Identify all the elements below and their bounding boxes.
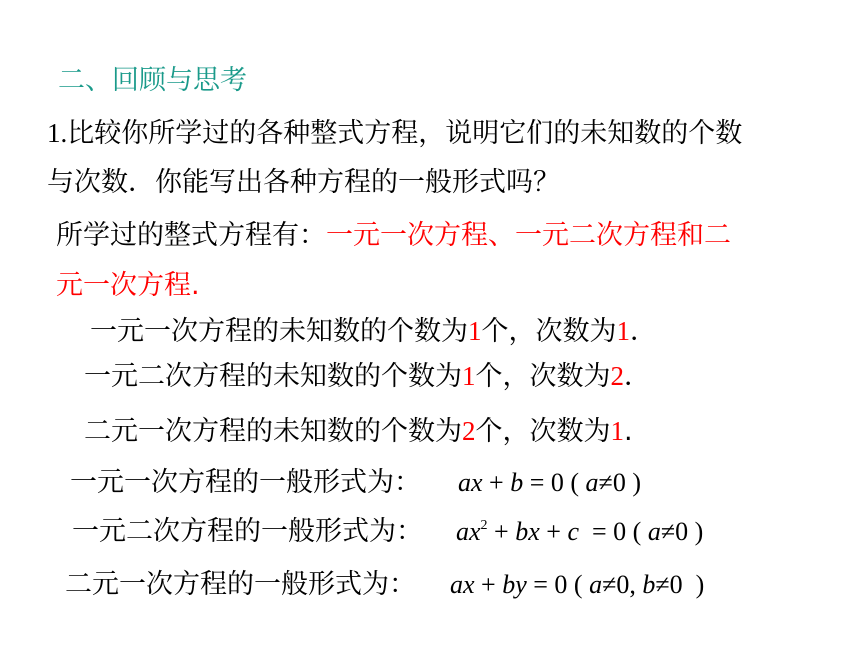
fact-degree: 1 xyxy=(616,316,630,346)
fact-quadratic-one-var xyxy=(84,359,651,394)
fact-count: 2 xyxy=(462,416,476,446)
answer-line-1 xyxy=(56,219,731,253)
form-linear-two-var xyxy=(65,568,416,602)
formula-quadratic-one-var: $ax^2$ + bx + c = 0 ( a≠0 ) xyxy=(456,517,704,546)
fact-end: ． xyxy=(624,361,651,392)
fact-count: 1 xyxy=(462,361,476,391)
fact-end: ． xyxy=(630,316,657,347)
fact-degree: 1 xyxy=(610,416,624,446)
question-text-1: 比较你所学过的各种整式方程，说明它们的未知数的个数 xyxy=(67,118,743,149)
fact-degree: 2 xyxy=(610,361,624,391)
answer-prefix: 所学过的整式方程有： xyxy=(56,220,326,251)
form-label: 一元一次方程的一般形式为： xyxy=(70,467,421,498)
fact-end: . xyxy=(624,416,633,447)
fact-mid: 个，次数为 xyxy=(481,316,617,347)
fact-text: 二元一次方程的未知数的个数为 xyxy=(84,416,462,447)
form-label: 一元二次方程的一般形式为： xyxy=(72,516,423,547)
fact-mid: 个，次数为 xyxy=(475,416,611,447)
fact-text: 一元二次方程的未知数的个数为 xyxy=(84,361,462,392)
fact-count: 1 xyxy=(468,316,482,346)
question-number: 1. xyxy=(47,118,68,148)
formula-linear-two-var: ax + by = 0 ( a≠0, b≠0 ) xyxy=(450,570,705,599)
fact-linear-two-var xyxy=(84,414,633,449)
fact-mid: 个，次数为 xyxy=(475,361,611,392)
formula-linear-one-var: ax + b = 0 ( a≠0 ) xyxy=(458,468,641,497)
form-linear-one-var xyxy=(70,466,421,500)
fact-text: 一元一次方程的未知数的个数为 xyxy=(90,316,468,347)
answer-line-2: 元一次方程. xyxy=(56,270,200,301)
form-quadratic-one-var xyxy=(72,515,423,549)
form-label: 二元一次方程的一般形式为： xyxy=(65,569,416,600)
question-line-2: 与次数．你能写出各种方程的一般形式吗？ xyxy=(47,167,560,198)
question-line-1 xyxy=(47,116,742,151)
section-heading: 二、回顾与思考 xyxy=(58,65,247,96)
fact-linear-one-var xyxy=(90,314,657,349)
answer-highlight-1: 一元一次方程、一元二次方程和二 xyxy=(326,220,731,251)
